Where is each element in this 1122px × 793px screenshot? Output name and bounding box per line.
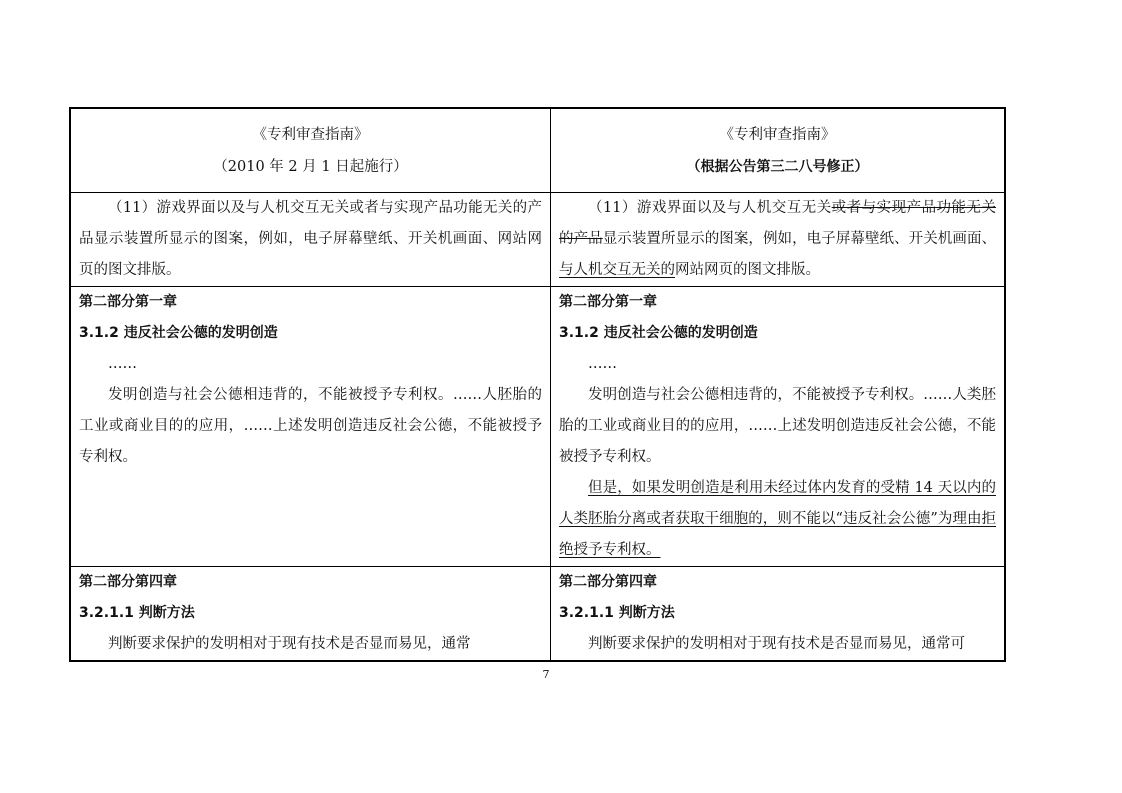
right-header-subtitle: （根据公告第三二八号修正） — [686, 159, 869, 175]
right-cell-row1 — [551, 193, 1006, 287]
right-row2-section: 3.1.2 违反社会公德的发明创造 — [559, 325, 758, 341]
right-row1-part3: 网站网页的图文排版。 — [675, 262, 820, 278]
row-game-interface — [70, 193, 1005, 287]
right-row1-deleted: 或者与实现产品功能无关的产品 — [559, 200, 996, 247]
header-row — [70, 108, 1005, 193]
left-cell-row1 — [70, 193, 551, 287]
left-cell-row3 — [70, 567, 551, 662]
comparison-table — [69, 107, 1006, 662]
left-row3-body: 判断要求保护的发明相对于现有技术是否显而易见，通常 — [108, 636, 471, 652]
right-cell-row3 — [551, 567, 1006, 662]
right-row1-added: 与人机交互无关的 — [559, 262, 675, 278]
right-row2-heading: 第二部分第一章 — [559, 294, 657, 310]
page-number: 7 — [542, 668, 550, 681]
right-row1-part1: （11）游戏界面以及与人机交互无关 — [588, 200, 832, 216]
right-header-cell — [551, 108, 1006, 193]
right-row1-part2: 显示装置所显示的图案，例如，电子屏幕壁纸、开关机画面、 — [602, 231, 997, 247]
right-header-title: 《专利审查指南》 — [719, 127, 836, 143]
right-row2-ellipsis: …… — [588, 356, 617, 372]
left-header-title: 《专利审查指南》 — [252, 127, 369, 143]
left-row3-heading: 第二部分第四章 — [79, 574, 177, 590]
left-header-subtitle: （2010 年 2 月 1 日起施行） — [213, 159, 408, 175]
row-social-morality — [70, 287, 1005, 567]
row-judgment-method — [70, 567, 1005, 662]
left-row1-text: （11）游戏界面以及与人机交互无关或者与实现产品功能无关的产品显示装置所显示的图案，例如，电子屏幕壁纸、开关机画面、网站网页的图文排版。 — [79, 200, 542, 278]
left-header-cell — [70, 108, 551, 193]
left-row2-heading: 第二部分第一章 — [79, 294, 177, 310]
right-row3-body: 判断要求保护的发明相对于现有技术是否显而易见，通常可 — [588, 636, 965, 652]
left-row2-ellipsis: …… — [108, 356, 137, 372]
right-row3-section: 3.2.1.1 判断方法 — [559, 605, 675, 621]
left-row2-section: 3.1.2 违反社会公德的发明创造 — [79, 325, 278, 341]
left-row3-section: 3.2.1.1 判断方法 — [79, 605, 195, 621]
left-row2-body: 发明创造与社会公德相违背的，不能被授予专利权。……人胚胎的工业或商业目的的应用，……上述发明创造违反社会公德，不能被授予专利权。 — [79, 387, 542, 465]
right-row2-body: 发明创造与社会公德相违背的，不能被授予专利权。……人类胚胎的工业或商业目的的应用，……上述发明创造违反社会公德，不能被授予专利权。 — [559, 387, 996, 465]
right-row2-added-paragraph: 但是，如果发明创造是利用未经过体内发育的受精 14 天以内的人类胚胎分离或者获取干细胞的，则不能以“违反社会公德”为理由拒绝授予专利权。 — [559, 480, 996, 558]
right-cell-row2 — [551, 287, 1006, 567]
left-cell-row2 — [70, 287, 551, 567]
right-row1-text — [559, 193, 996, 286]
right-row3-heading: 第二部分第四章 — [559, 574, 657, 590]
